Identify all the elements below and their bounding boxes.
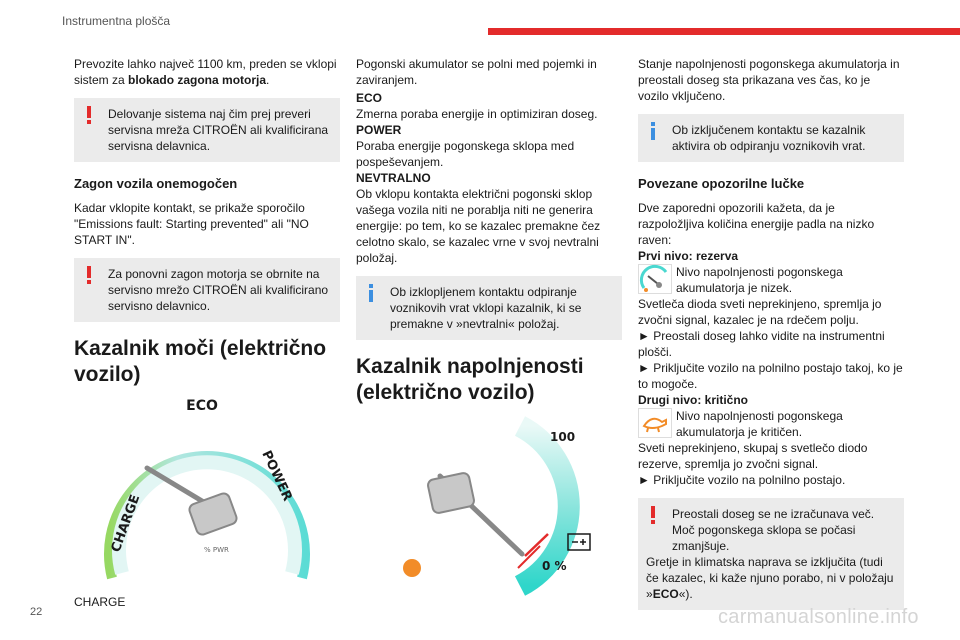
level1-action-1: ► Preostali doseg lahko vidite na instrumentni plošči. <box>638 329 885 359</box>
warning-box: Za ponovni zagon motorja se obrnite na servisno mrežo CITROËN ali kvalificirano servisno delavnico. <box>74 258 340 322</box>
column-2 <box>356 56 622 596</box>
gauge-charge-label: CHARGE <box>108 492 144 555</box>
info-box: Ob izključenem kontaktu se kazalnik aktivira ob odpiranju voznikovih vrat. <box>638 114 904 162</box>
intro-paragraph: Prevozite lahko največ 1100 km, preden se vklopi sistem za blokado zagona motorja. <box>74 57 337 87</box>
info-icon <box>646 120 660 142</box>
page-number: 22 <box>30 606 43 618</box>
exclamation-icon <box>82 264 96 286</box>
neutral-text: Ob vklopu kontakta električni pogonski sklop vašega vozila niti ne porablja niti ne generira energije: po tem, ko se kazalec premakne čez celotno skalo, se kazalec vrne v svoj nevtralni položaj. <box>356 187 601 265</box>
power-gauge-illustration <box>92 398 322 588</box>
exclamation-icon <box>646 504 660 526</box>
level1-label: Prvi nivo: rezerva <box>638 249 739 263</box>
gauge-hub <box>427 472 475 514</box>
column-3 <box>638 56 904 624</box>
turtle-critical-warning-icon <box>638 408 672 438</box>
gauge-pwr-unit: % PWR <box>204 546 229 554</box>
level1-row: Nivo napolnjenosti pogonskega akumulatorja je nizek. <box>638 264 904 296</box>
regen-paragraph: Pogonski akumulator se polni med pojemki in zaviranjem. <box>356 57 597 87</box>
level2-row: Nivo napolnjenosti pogonskega akumulatorja je kritičen. <box>638 408 904 440</box>
warning-box: Preostali doseg se ne izračunava več. Moč pogonskega sklopa se počasi zmanjšuje. Gretje in klimatska naprava se izključita (tudi če kazalec, ki kaže njuno porabo, ni v položaju »ECO«). <box>638 498 904 610</box>
level1-description: Svetleča dioda sveti neprekinjeno, spremlja jo zvočni signal, kazalec je na rdečem polju. <box>638 297 882 327</box>
header-accent-bar <box>488 28 960 35</box>
gauge-power-label: POWER <box>258 448 295 504</box>
section-title-power-gauge: Kazalnik moči (električno vozilo) <box>74 337 327 386</box>
header-title: Instrumentna plošča <box>62 14 171 28</box>
gauge-min-label: 0 % <box>542 559 567 573</box>
power-label: POWER <box>356 123 402 137</box>
level2-label: Drugi nivo: kritično <box>638 393 749 407</box>
eco-label: ECO <box>356 91 383 105</box>
column-1 <box>74 56 340 610</box>
info-icon <box>364 282 378 304</box>
warning-intro: Dve zaporedni opozorili kažeta, da je razpoložljiva količina energije padla na nizko raven: <box>638 201 875 247</box>
warning-box: Delovanje sistema naj čim prej preveri servisna mreža CITROËN ali kvalificirana servisna delavnica. <box>74 98 340 162</box>
charge-status-paragraph: Stanje napolnjenosti pogonskega akumulatorja in preostali doseg sta prikazana ves čas, ko je vozilo vključeno. <box>638 57 900 103</box>
gauge-caption: CHARGE <box>74 595 126 609</box>
battery-reserve-warning-icon <box>638 264 672 294</box>
gauge-max-label: 100 <box>550 430 576 444</box>
eco-text: Zmerna poraba energije in optimiziran doseg. <box>356 107 598 121</box>
start-disabled-text: Kadar vklopite kontakt, se prikaže sporočilo "Emissions fault: Starting prevented" ali "NO START IN". <box>74 201 309 247</box>
subheading-start-disabled: Zagon vozila onemogočen <box>74 176 238 191</box>
info-box: Ob izklopljenem kontaktu odpiranje voznikovih vrat vklopi kazalnik, ki se premakne v »nevtralni« položaj. <box>356 276 622 340</box>
subheading-warning-lamps: Povezane opozorilne lučke <box>638 176 805 191</box>
charge-gauge-illustration <box>400 416 600 596</box>
reserve-led-icon <box>403 559 421 577</box>
neutral-label: NEVTRALNO <box>356 171 431 185</box>
power-text: Poraba energije pogonskega sklopa med pospeševanjem. <box>356 139 575 169</box>
level2-action-1: ► Priključite vozilo na polnilno postajo. <box>638 473 846 487</box>
level1-action-2: ► Priključite vozilo na polnilno postajo takoj, ko je to mogoče. <box>638 361 903 391</box>
gauge-eco-label: ECO <box>186 398 218 414</box>
watermark: carmanualsonline.info <box>718 606 919 628</box>
section-title-charge-gauge: Kazalnik napolnjenosti (električno vozilo) <box>356 355 584 404</box>
level2-description: Sveti neprekinjeno, skupaj s svetlečo diodo rezerve, spremlja jo zvočni signal. <box>638 441 868 471</box>
exclamation-icon <box>82 104 96 126</box>
